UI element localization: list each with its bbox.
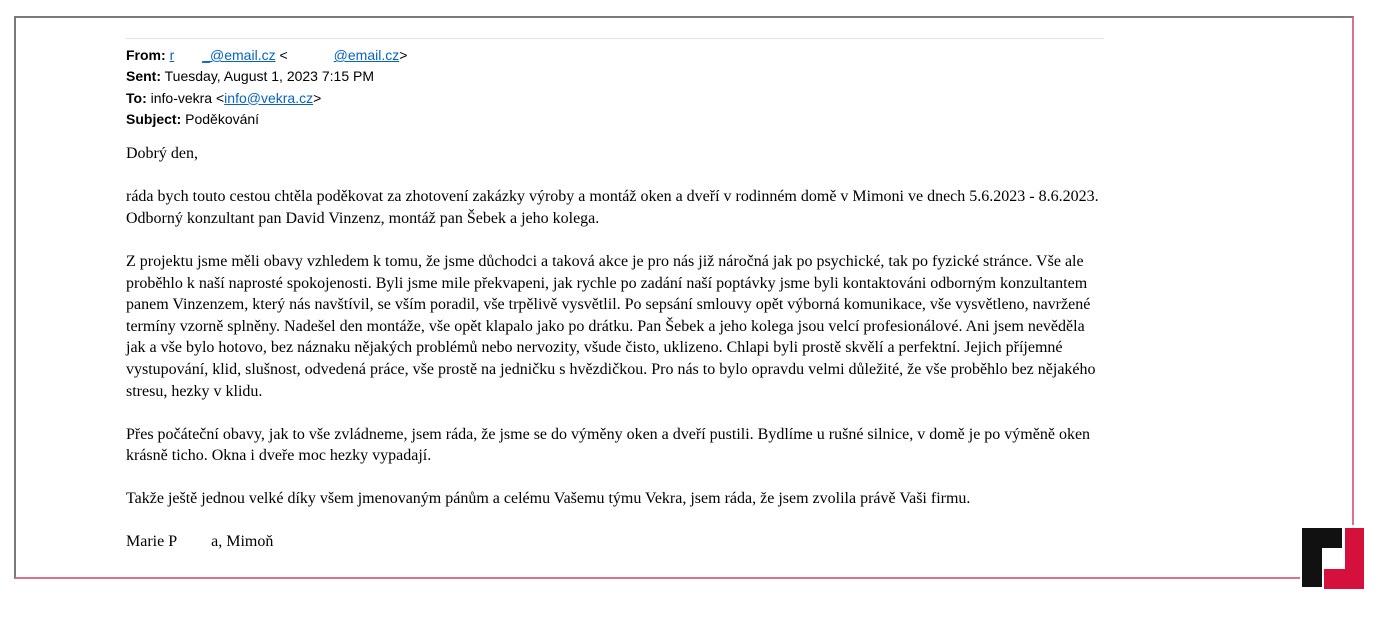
signature xyxy=(126,531,1106,553)
paragraph-2: Z projektu jsme měli obavy vzhledem k tomu, že jsme důchodci a taková akce je pro nás již náročná jak po psychické, tak po fyzické stránce. Vše ale proběhlo k naší naprosté spokojenosti. Byli jsme mile překvapeni, jak rychle po zadání naší poptávky jsme byli kontaktováni odborným konzultantem panem Vinzenzem, který nás navštívil, se vším poradil, vše trpělivě vysvětlil. Po sepsání smlouvy opět výborná komunikace, vše vysvětleno, navržené termíny vzorně splněny. Nadešel den montáže, vše opět klapalo jako po drátku. Pan Šebek a jeho kolega jsou velcí profesionálové. Ani jsem nevěděla jak a vše bylo hotovo, bez náznaku nějakých problémů nebo nervozity, všude čisto, uklizeno. Chlapi byli prostě skvělí a perfektní. Jejich příjemné vystupování, klid, slušnost, odvedená práce, vše prostě na jedničku s hvězdičkou. Pro nás to bylo opravdu velmi důležité, že vše proběhlo bez nějakého stresu, hezky v klidu. xyxy=(126,252,1096,400)
from-label: From: xyxy=(126,47,166,63)
from-address: @email.cz xyxy=(333,47,400,63)
vekra-logo-icon xyxy=(1300,525,1366,591)
from-gt: > xyxy=(399,47,408,63)
to-name: info-vekra < xyxy=(150,89,225,106)
from-line xyxy=(126,45,1106,66)
subject-label: Subject: xyxy=(126,110,182,127)
signature-part1: Marie P xyxy=(126,533,178,551)
email-content xyxy=(126,38,1106,553)
subject-line xyxy=(126,109,1106,130)
to-label: To: xyxy=(126,89,147,106)
greeting: Dobrý den, xyxy=(126,145,198,163)
sent-value: Tuesday, August 1, 2023 7:15 PM xyxy=(164,68,374,85)
sent-line xyxy=(126,66,1106,87)
from-name-link[interactable] xyxy=(170,47,276,63)
signature-part2: a, Mimoň xyxy=(211,533,274,551)
paragraph-1: ráda bych touto cestou chtěla poděkovat za zhotovení zakázky výroby a montáž oken a dveří v rodinném domě v Mimoni ve dnech 5.6.2023 - 8.6.2023. Odborný konzultant pan David Vinzenz, montáž pan Šebek a jeho kolega. xyxy=(126,188,1099,227)
to-gt: > xyxy=(313,89,322,106)
from-lt: < xyxy=(279,47,288,63)
subject-value: Poděkování xyxy=(185,110,260,127)
from-name-part1: r xyxy=(169,47,175,63)
sent-label: Sent: xyxy=(126,68,161,85)
to-address-link[interactable]: info@vekra.cz xyxy=(224,89,314,106)
to-line xyxy=(126,88,1106,109)
paragraph-3: Přes počáteční obavy, jak to vše zvládneme, jsem ráda, že jsme se do výměny oken a dveří pustili. Bydlíme u rušné silnice, v domě je po výměně oken krásně ticho. Okna i dveře moc hezky vypadají. xyxy=(126,425,1091,465)
from-name-part2: _@email.cz xyxy=(202,47,276,63)
email-body xyxy=(126,143,1106,553)
from-address-link[interactable] xyxy=(288,47,400,63)
header-divider xyxy=(126,38,1104,39)
paragraph-4: Takže ještě jednou velké díky všem jmenovaným pánům a celému Vašemu týmu Vekra, jsem ráda, že jsem zvolila právě Vaši firmu. xyxy=(126,490,971,508)
